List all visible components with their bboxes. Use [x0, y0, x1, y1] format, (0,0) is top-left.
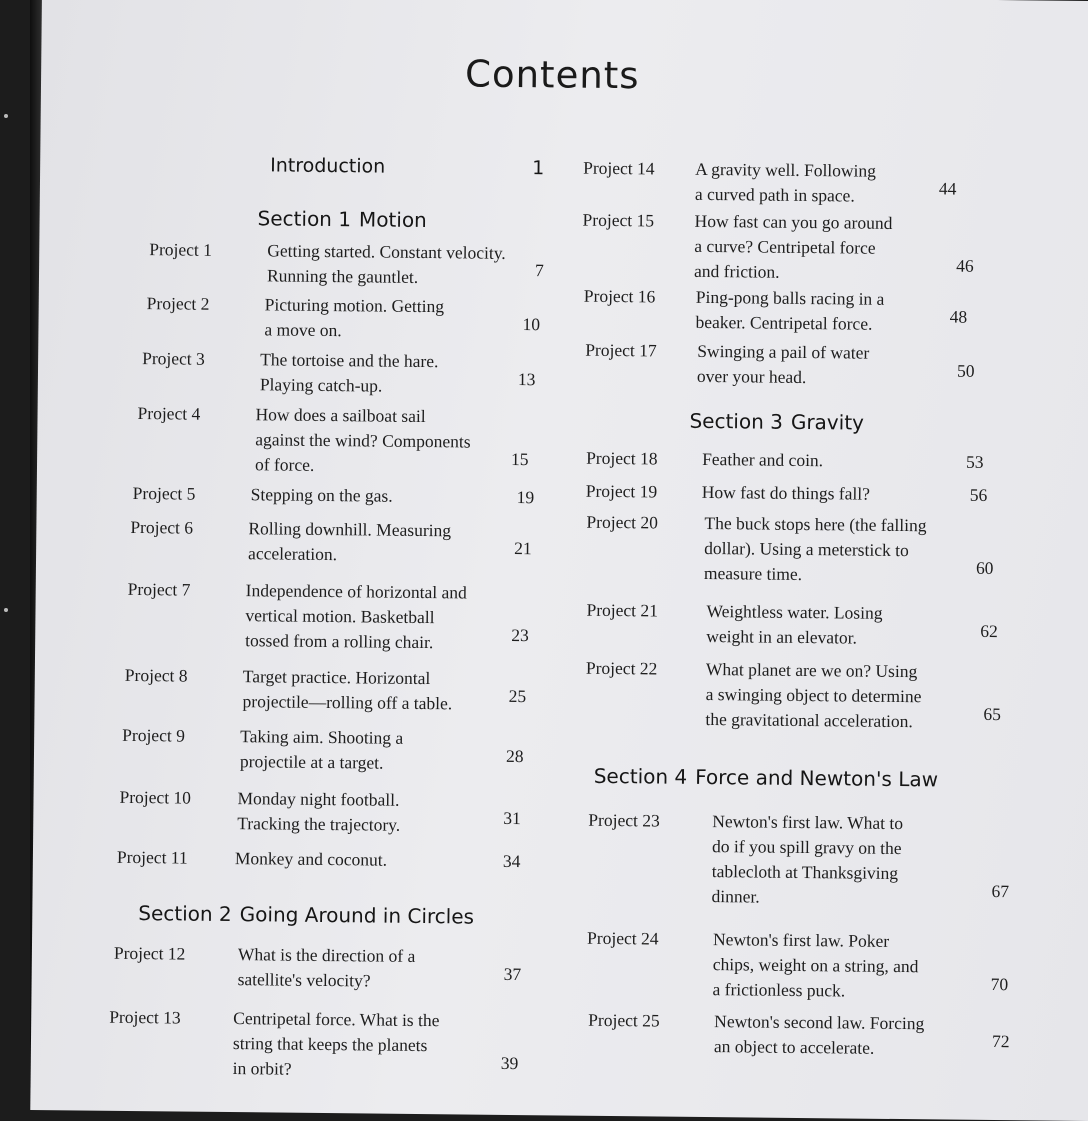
description-line: How fast can you go around: [694, 210, 893, 233]
description-line: What planet are we on? Using: [705, 658, 918, 682]
section-label: Section 2: [138, 901, 232, 927]
description-line: chips, weight on a string, and: [712, 954, 919, 977]
section-heading: [138, 901, 474, 929]
description-line: a curved path in space.: [694, 183, 855, 206]
project-label: Project 13: [109, 1006, 181, 1028]
description-line: and friction.: [693, 260, 780, 282]
page-number: 34: [502, 850, 521, 872]
section-heading: [257, 206, 426, 232]
project-description: [260, 347, 439, 399]
description-line: vertical motion. Basketball: [245, 605, 435, 628]
project-description: [235, 846, 387, 873]
project-label: Project 22: [585, 657, 658, 679]
project-label: Project 19: [585, 480, 658, 502]
project-label: Project 15: [582, 209, 655, 231]
section-heading: [689, 409, 864, 435]
section-title: Motion: [358, 207, 427, 233]
description-line: tablecloth at Thanksgiving: [711, 861, 899, 884]
description-line: Picturing motion. Getting: [264, 294, 445, 317]
description-line: dinner.: [711, 886, 760, 907]
project-label: Project 5: [132, 482, 196, 504]
page-number: 44: [938, 178, 957, 199]
description-line: a curve? Centripetal force: [694, 235, 876, 258]
description-line: measure time.: [703, 562, 803, 584]
page-number: 56: [969, 484, 988, 505]
project-label: Project 1: [149, 239, 213, 260]
project-description: [242, 664, 452, 716]
description-line: Taking aim. Shooting a: [240, 726, 404, 748]
page-number: 19: [516, 486, 535, 508]
description-line: Newton's first law. Poker: [712, 929, 890, 951]
page-number: 70: [990, 973, 1009, 995]
description-line: Centripetal force. What is the: [233, 1008, 440, 1031]
description-line: Playing catch-up.: [259, 374, 383, 396]
page-number: 37: [503, 963, 522, 985]
description-line: do if you spill gravy on the: [711, 836, 902, 859]
page-number: 31: [503, 807, 521, 829]
project-description: [704, 511, 927, 588]
description-line: Ping-pong balls racing in a: [695, 286, 885, 309]
project-description: [233, 1006, 440, 1083]
description-line: Rolling downhill. Measuring: [248, 518, 452, 541]
project-description: [238, 942, 416, 994]
project-label: Project 11: [116, 846, 188, 868]
description-line: of force.: [254, 454, 315, 475]
intro-label: Introduction: [270, 154, 386, 178]
description-line: a frictionless puck.: [712, 979, 846, 1001]
description-line: a move on.: [264, 319, 342, 341]
description-line: satellite's velocity?: [237, 969, 371, 991]
description-line: Newton's second law. Forcing: [714, 1011, 925, 1034]
description-line: A gravity well. Following: [695, 158, 877, 181]
edge-mark: [4, 114, 8, 118]
description-line: projectile at a target.: [239, 751, 384, 773]
project-label: Project 4: [137, 403, 201, 424]
project-label: Project 8: [124, 664, 188, 686]
section-title: Force and Newton's Law: [695, 764, 939, 792]
page-number: 28: [505, 745, 524, 767]
description-line: string that keeps the planets: [232, 1033, 428, 1056]
project-label: Project 20: [586, 511, 659, 533]
project-description: [712, 927, 918, 1004]
project-description: [248, 516, 451, 568]
description-line: Independence of horizontal and: [245, 580, 467, 603]
project-description: [697, 339, 870, 391]
project-label: Project 25: [588, 1009, 660, 1031]
page-number: 7: [534, 260, 544, 281]
page-number: 10: [522, 314, 541, 335]
project-description: [267, 238, 506, 290]
description-line: weight in an elevator.: [706, 625, 858, 648]
description-line: over your head.: [696, 365, 807, 388]
project-description: [694, 209, 893, 286]
project-description: [702, 447, 823, 473]
section-heading: [594, 764, 938, 792]
section-label: Section 3: [689, 408, 784, 434]
project-description: [237, 786, 400, 838]
description-line: Swinging a pail of water: [697, 340, 870, 363]
page-number: 53: [966, 451, 984, 472]
section-title: Going Around in Circles: [239, 902, 475, 929]
section-title: Gravity: [790, 409, 865, 435]
project-label: Project 14: [583, 157, 655, 179]
description-line: Tracking the trajectory.: [237, 813, 401, 835]
description-line: Weightless water. Losing: [706, 600, 883, 623]
description-line: an object to accelerate.: [713, 1036, 875, 1058]
project-label: Project 2: [146, 293, 210, 314]
project-description: [240, 724, 404, 776]
edge-mark: [4, 608, 8, 612]
description-line: Stepping on the gas.: [250, 484, 393, 506]
page-number: 62: [980, 620, 998, 642]
project-label: Project 16: [583, 285, 656, 307]
description-line: projectile—rolling off a table.: [242, 691, 453, 714]
description-line: Target practice. Horizontal: [242, 666, 431, 689]
description-line: beaker. Centripetal force.: [695, 311, 873, 334]
project-description: [264, 292, 444, 344]
page-number: 60: [975, 557, 994, 578]
section-label: Section 4: [593, 763, 688, 789]
project-description: [251, 482, 393, 508]
contents-page: [30, 0, 1088, 1121]
intro-page-number: 1: [532, 157, 545, 180]
project-description: [705, 657, 922, 734]
project-description: [714, 1009, 925, 1061]
project-description: [695, 157, 876, 209]
project-label: Project 23: [588, 809, 660, 831]
project-description: [702, 480, 870, 507]
description-line: against the wind? Components: [255, 429, 471, 452]
description-line: Newton's first law. What to: [712, 811, 904, 834]
page-title: Contents: [464, 52, 640, 98]
project-description: [695, 285, 884, 337]
project-description: [706, 599, 883, 651]
page-number: 48: [949, 306, 968, 327]
description-line: tossed from a rolling chair.: [245, 630, 434, 653]
page-number: 39: [500, 1052, 519, 1074]
page-number: 46: [956, 255, 974, 276]
project-description: [711, 809, 903, 911]
project-label: Project 10: [119, 786, 192, 808]
project-description: [245, 578, 467, 655]
project-label: Project 18: [586, 447, 658, 469]
page-number: 21: [514, 537, 532, 559]
description-line: Getting started. Constant velocity.: [267, 240, 506, 263]
description-line: Feather and coin.: [702, 448, 824, 471]
project-label: Project 12: [113, 942, 186, 964]
page-number: 72: [991, 1031, 1010, 1052]
project-label: Project 24: [587, 927, 659, 949]
section-label: Section 1: [257, 206, 352, 232]
description-line: acceleration.: [248, 543, 338, 565]
description-line: Monday night football.: [237, 788, 400, 810]
project-label: Project 21: [586, 599, 659, 621]
description-line: The tortoise and the hare.: [260, 349, 439, 372]
description-line: the gravitational acceleration.: [705, 708, 913, 732]
description-line: Running the gauntlet.: [266, 265, 419, 287]
page-number: 13: [517, 369, 536, 390]
project-label: Project 3: [142, 348, 205, 369]
description-line: How does a sailboat sail: [255, 404, 426, 427]
description-line: What is the direction of a: [237, 944, 416, 966]
description-line: a swinging object to determine: [705, 683, 922, 707]
page-number: 23: [511, 624, 529, 646]
page-number: 50: [956, 360, 975, 381]
project-label: Project 6: [130, 516, 194, 538]
page-number: 25: [508, 685, 527, 707]
description-line: How fast do things fall?: [701, 481, 871, 504]
description-line: Monkey and coconut.: [234, 848, 388, 870]
page-number: 65: [983, 703, 1002, 725]
project-description: [255, 402, 471, 479]
description-line: in orbit?: [232, 1058, 292, 1079]
page-number: 15: [511, 448, 529, 470]
project-label: Project 17: [585, 339, 657, 361]
project-label: Project 9: [122, 724, 186, 746]
page-number: 67: [991, 880, 1010, 902]
project-label: Project 7: [127, 578, 191, 600]
description-line: The buck stops here (the falling: [704, 512, 927, 536]
description-line: dollar). Using a meterstick to: [704, 537, 909, 561]
